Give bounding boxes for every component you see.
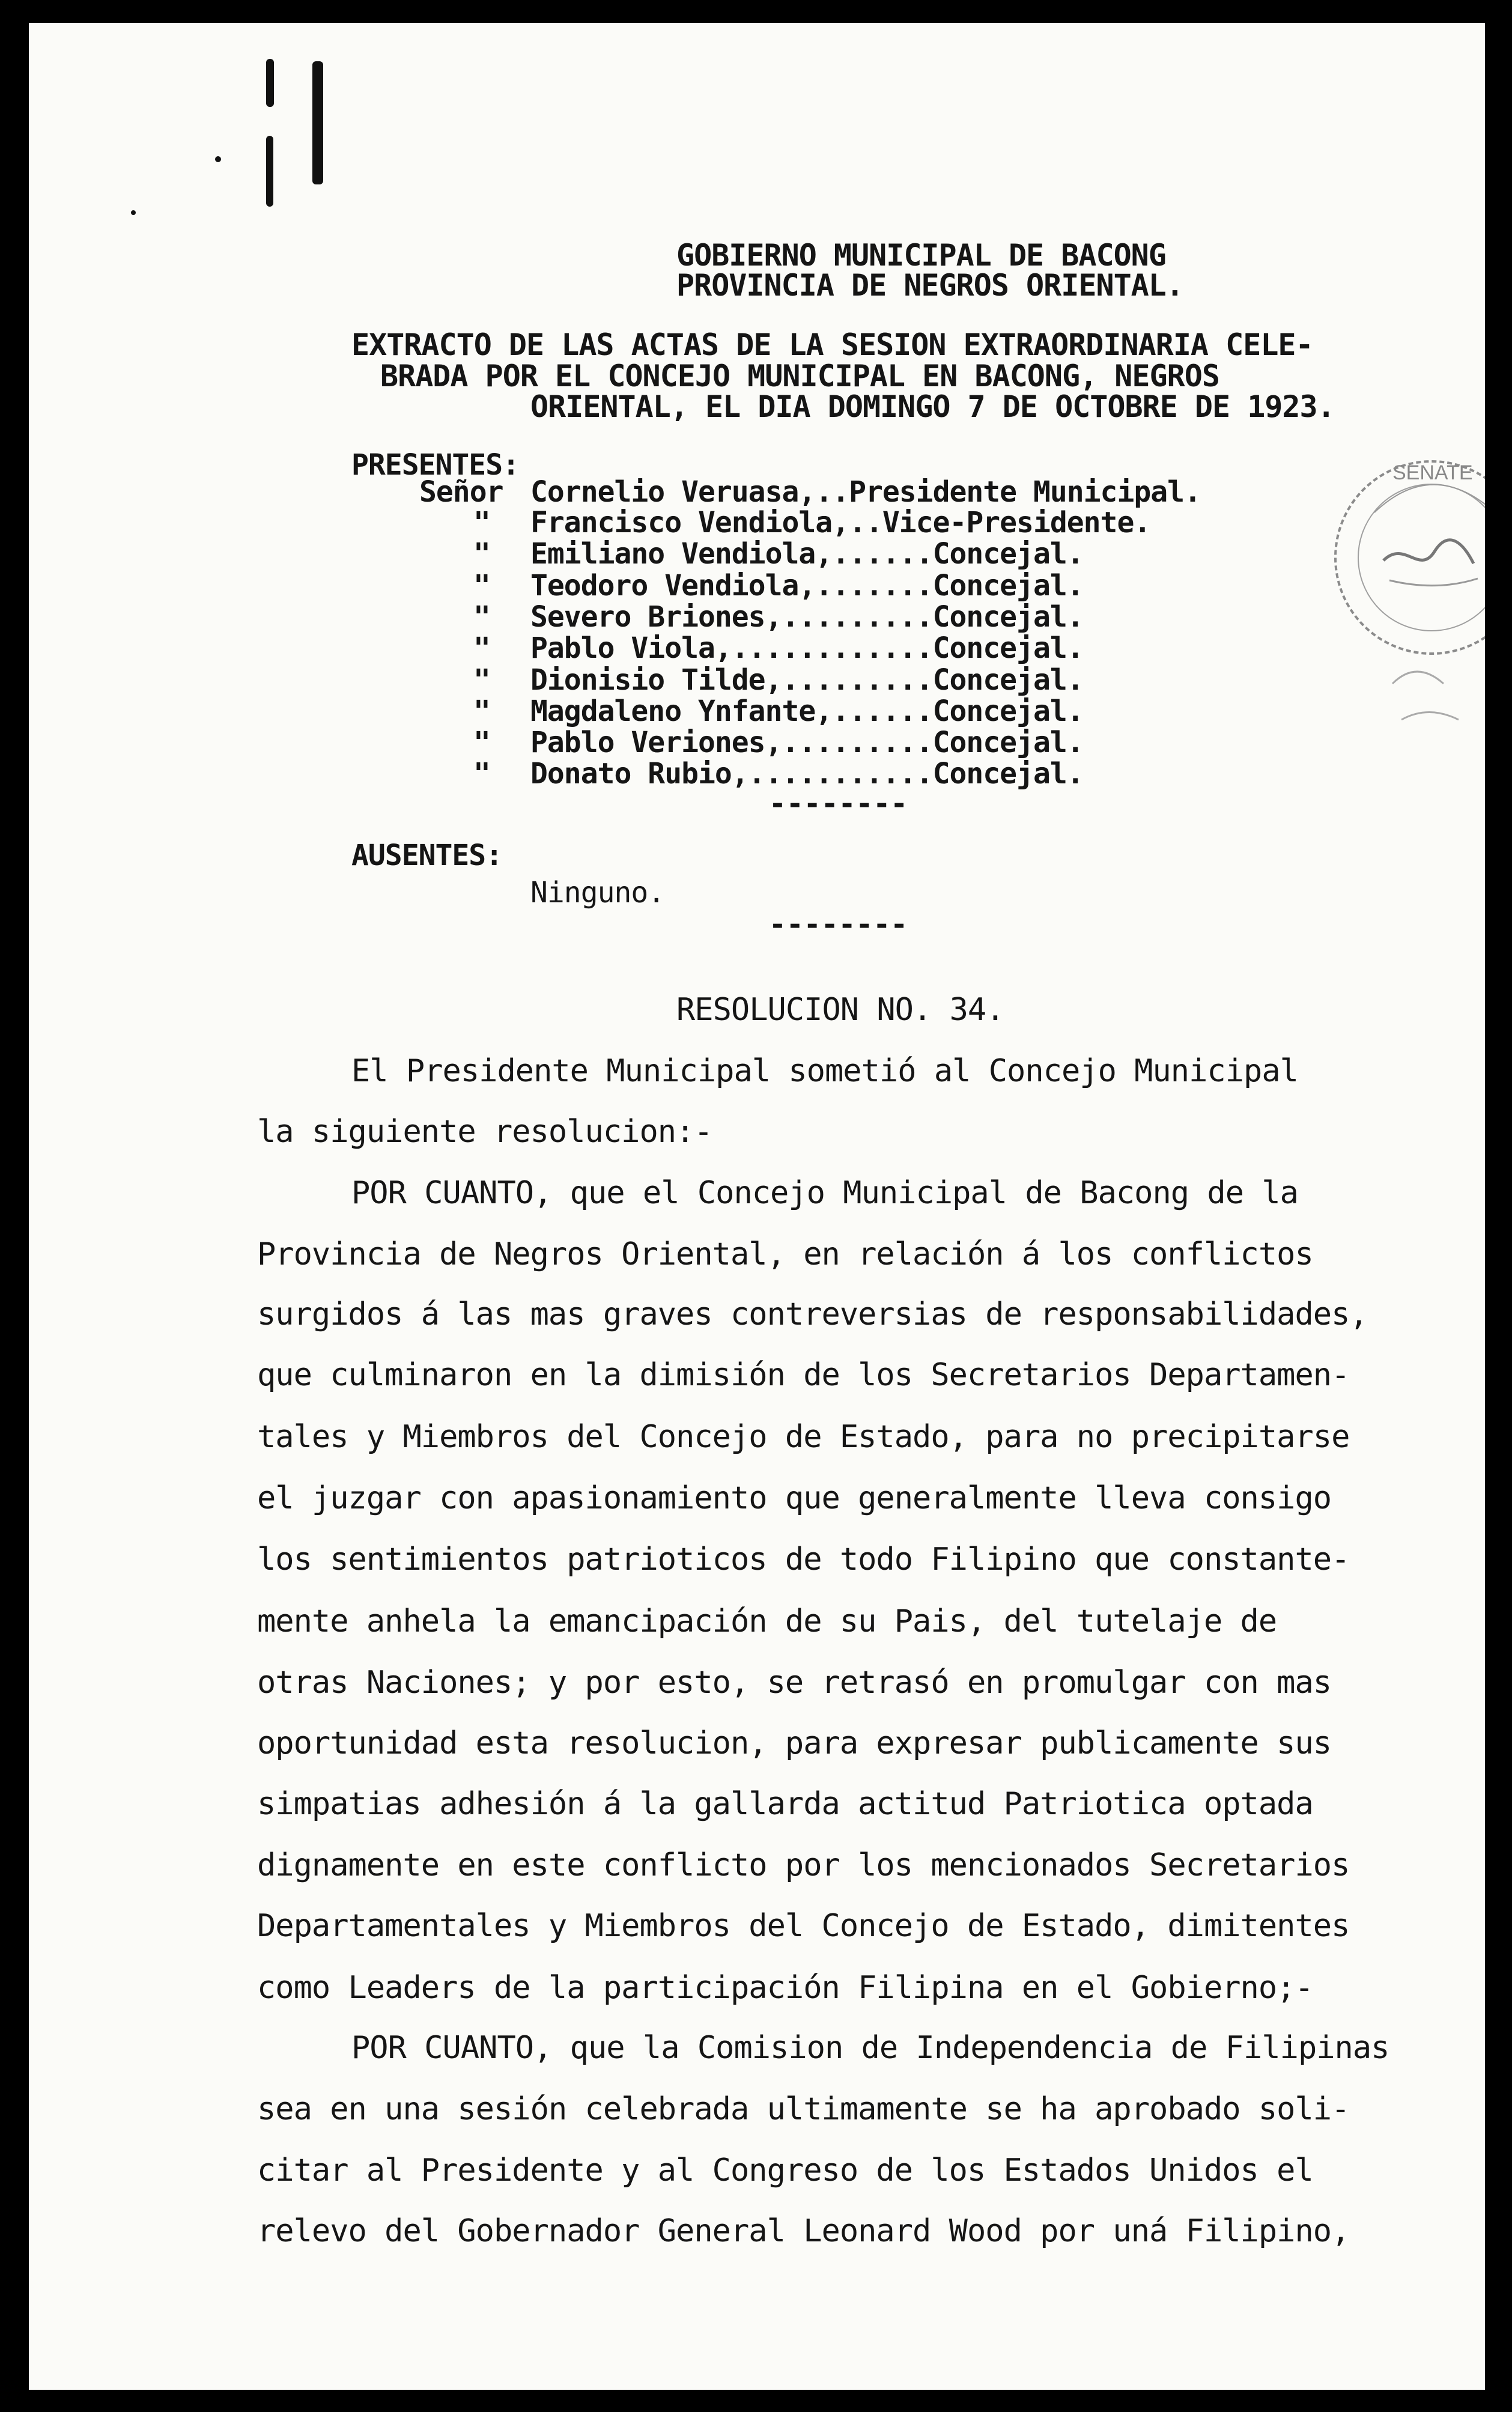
resolution-line: surgidos á las mas graves contreversias de responsabilidades, (257, 1296, 1368, 1332)
ink-dot (131, 210, 136, 215)
ditto-mark: " (473, 757, 490, 791)
member-line: Teodoro Vendiola,.......Concejal. (530, 569, 1084, 603)
extract-line-3: ORIENTAL, EL DIA DOMINGO 7 DE OCTOBRE DE 1923. (530, 389, 1335, 424)
ditto-mark: " (473, 663, 490, 697)
member-line: Donato Rubio,...........Concejal. (530, 757, 1084, 791)
stamp-text: SENATE (1392, 461, 1473, 484)
member-line: Cornelio Veruasa,..Presidente Municipal. (530, 475, 1201, 509)
municipality-title: GOBIERNO MUNICIPAL DE BACONG (676, 238, 1166, 273)
received-stamp (1326, 437, 1485, 750)
resolution-line: citar al Presidente y al Congreso de los Estados Unidos el (257, 2152, 1313, 2189)
resolution-line: POR CUANTO, que el Concejo Municipal de Bacong de la (351, 1175, 1298, 1211)
presentes-label: PRESENTES: (351, 448, 519, 482)
resolution-line: tales y Miembros del Concejo de Estado, para no precipitarse (257, 1419, 1350, 1455)
ditto-mark: " (473, 726, 490, 759)
member-line: Severo Briones,.........Concejal. (530, 600, 1084, 634)
punch-hole-mark (266, 136, 273, 207)
ausentes-value: Ninguno. (530, 876, 665, 910)
resolution-line: Departamentales y Miembros del Concejo de Estado, dimitentes (257, 1908, 1350, 1944)
extract-line-2: BRADA POR EL CONCEJO MUNICIPAL EN BACONG, NEGROS (380, 359, 1219, 393)
ditto-mark: " (473, 694, 490, 728)
punch-hole-mark (312, 61, 323, 184)
resolution-line: como Leaders de la participación Filipina en el Gobierno;- (257, 1970, 1313, 2006)
ditto-mark: " (473, 537, 490, 571)
resolution-line: simpatias adhesión á la gallarda actitud Patriotica optada (257, 1786, 1313, 1822)
member-line: Pablo Viola,............Concejal. (530, 631, 1084, 665)
resolution-line: oportunidad esta resolucion, para expresar publicamente sus (257, 1725, 1332, 1761)
member-prefix: Señor (419, 475, 503, 509)
document-page (29, 23, 1485, 2390)
ditto-mark: " (473, 600, 490, 634)
separator-line: -------- (769, 908, 908, 941)
ditto-mark: " (473, 506, 490, 539)
resolution-line: el juzgar con apasionamiento que generalmente lleva consigo (257, 1480, 1332, 1516)
ausentes-label: AUSENTES: (351, 839, 503, 872)
ditto-mark: " (473, 631, 490, 665)
province-title: PROVINCIA DE NEGROS ORIENTAL. (676, 268, 1183, 303)
extract-line-1: EXTRACTO DE LAS ACTAS DE LA SESION EXTRAORDINARIA CELE- (351, 327, 1313, 362)
member-line: Pablo Veriones,.........Concejal. (530, 726, 1084, 759)
resolution-line: Provincia de Negros Oriental, en relación á los conflictos (257, 1236, 1313, 1272)
punch-hole-mark (266, 59, 274, 107)
separator-line: -------- (769, 787, 908, 821)
resolution-line: relevo del Gobernador General Leonard Wood por uná Filipino, (257, 2213, 1350, 2249)
resolution-line: mente anhela la emancipación de su Pais, del tutelaje de (257, 1603, 1277, 1639)
resolution-line: sea en una sesión celebrada ultimamente se ha aprobado soli- (257, 2091, 1350, 2127)
member-line: Magdaleno Ynfante,......Concejal. (530, 694, 1084, 728)
member-line: Francisco Vendiola,..Vice-Presidente. (530, 506, 1151, 539)
resolution-title: RESOLUCION NO. 34. (676, 992, 1004, 1028)
ditto-mark: " (473, 569, 490, 603)
resolution-line: la siguiente resolucion:- (257, 1114, 712, 1150)
resolution-line: otras Naciones; y por esto, se retrasó en promulgar con mas (257, 1665, 1332, 1701)
member-line: Emiliano Vendiola,......Concejal. (530, 537, 1084, 571)
resolution-line: dignamente en este conflicto por los mencionados Secretarios (257, 1847, 1350, 1883)
member-line: Dionisio Tilde,.........Concejal. (530, 663, 1084, 697)
ink-dot (215, 156, 221, 162)
resolution-line: que culminaron en la dimisión de los Secretarios Departamen- (257, 1357, 1350, 1393)
resolution-line: El Presidente Municipal sometió al Concejo Municipal (351, 1053, 1298, 1089)
resolution-line: POR CUANTO, que la Comision de Independencia de Filipinas (351, 2030, 1389, 2066)
resolution-line: los sentimientos patrioticos de todo Filipino que constante- (257, 1542, 1350, 1578)
